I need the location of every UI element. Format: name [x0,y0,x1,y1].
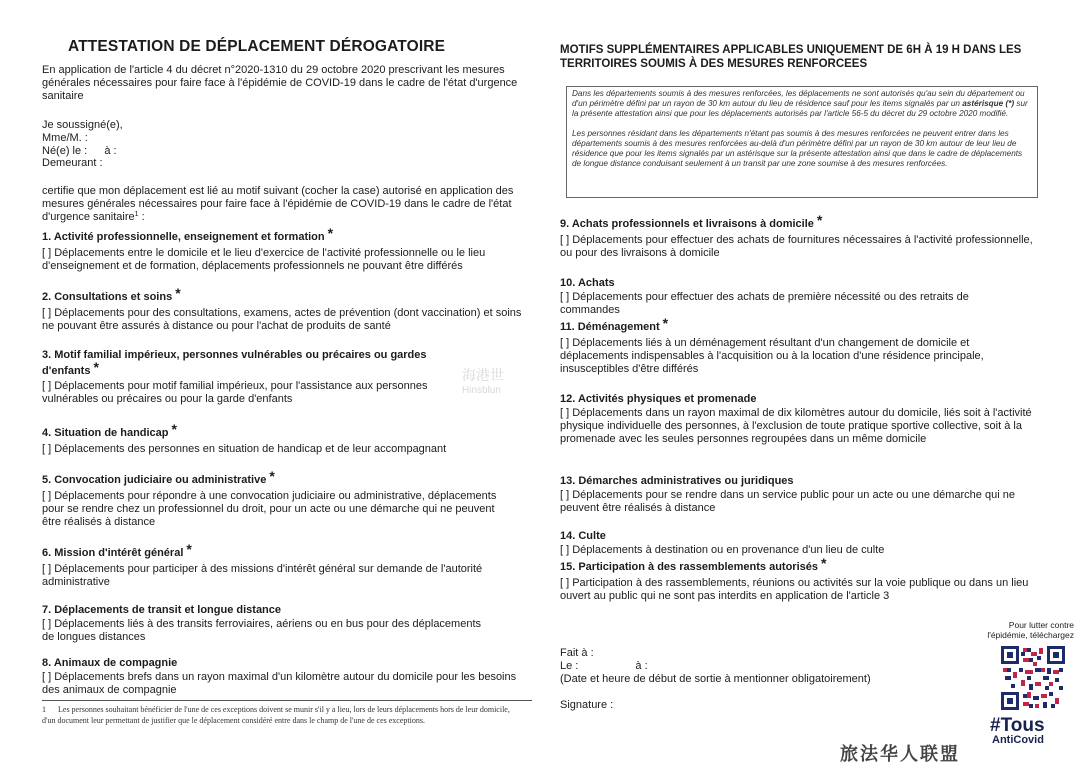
motif-10 [560,277,1020,317]
motif-8 [42,657,532,697]
asterisk-mark: * [327,225,334,241]
watermark [462,368,504,398]
motif-3 [42,347,472,406]
motif-checkbox-option[interactable]: [ ] Déplacements pour des consultations, examens, actes de prévention (dont vaccination) et soins ne pouvant être assurés à distance ou pour l'achat de produits de santé [42,307,522,332]
motif-12 [560,393,1046,445]
asterisk-mark: * [175,285,181,301]
motif-checkbox-option[interactable]: [ ] Participation à des rassemblements, réunions ou activités sur la voie publique ou dans un lieu ouvert au public qui ne sont pas interdits en application de l'article 3 [560,577,1029,602]
motif-15 [560,555,1046,603]
identity-birth-row [42,145,342,158]
watermark-line1: 海港世 [462,367,504,383]
footnote-ref: 1 [134,210,139,218]
motif-title: 8. Animaux de compagnie [42,657,178,669]
motif-title: 3. Motif familial impérieux, personnes vulnérables ou précaires ou gardes d'enfants [42,349,427,377]
motif-checkbox-option[interactable]: [ ] Déplacements dans un rayon maximal de dix kilomètres autour du domicile, liés soit à l'activité physique individuelle des personnes, à l'exclusion de toute pratique sportive collective, soit à la promenade avec les seules personnes regroupées dans un même domicile [560,407,1032,445]
motif-title: 14. Culte [560,530,606,542]
qr-caption: Pour lutter contre l'épidémie, téléchargez [987,620,1074,640]
asterisk-mark: * [662,315,669,331]
motif-1 [42,225,532,273]
date-time-row [560,660,960,673]
motif-14 [560,530,1046,557]
qr-code-icon[interactable] [1001,646,1065,710]
asterisk-mark: * [171,421,177,437]
motif-checkbox-option[interactable]: [ ] Déplacements à destination ou en provenance d'un lieu de culte [560,544,885,556]
fait-a-field[interactable]: Fait à : [560,647,594,659]
footnote-text: Les personnes souhaitant bénéficier de l'une de ces exceptions doivent se munir s'il y a lieu, lors de leurs déplacements hors de leur domicile, d'un document leur permettant de justifier que le déplacement considéré entre dans le champ de l'une de ces exceptions. [42,705,510,725]
identity-soussigne: Je soussigné(e), [42,119,123,131]
motif-title: 6. Mission d'intérêt général [42,547,184,559]
motif-title: 13. Démarches administratives ou juridiques [560,475,794,487]
info-box [566,86,1038,198]
motif-checkbox-option[interactable]: [ ] Déplacements pour se rendre dans un service public pour un acte ou une démarche qui ne peuvent être réalisés à distance [560,489,1015,514]
identity-address-field[interactable]: Demeurant : [42,157,103,170]
info-p1-start: Dans les départements soumis à des mesures renforcées, les déplacements ne sont autorisés qu'au sein du département ou d'un périmètre défini par un rayon de 30 km autour du lieu de résidence sauf pour les items signalés par un [572,89,1025,108]
asterisk-mark: * [186,541,192,557]
motif-title: 12. Activités physiques et promenade [560,393,757,405]
footnote-divider [42,700,532,701]
footnote [42,705,512,726]
motif-checkbox-option[interactable]: [ ] Déplacements brefs dans un rayon maximal d'un kilomètre autour du domicile pour les besoins des animaux de compagnie [42,671,517,696]
certify-text [42,185,532,225]
motif-title: 7. Déplacements de transit et longue distance [42,604,282,616]
motif-checkbox-option[interactable]: [ ] Déplacements pour participer à des missions d'intérêt général sur demande de l'autorité administrative [42,563,483,588]
identity-name-field[interactable]: Mme/M. : [42,131,88,144]
motif-13 [560,475,1046,515]
motif-6 [42,541,502,589]
motif-title: 5. Convocation judiciaire ou administrative [42,474,267,486]
motif-checkbox-option[interactable]: [ ] Déplacements pour effectuer des achats de première nécessité ou des retraits de commandes [560,291,969,316]
info-p1-bold: astérisque (*) [962,99,1015,108]
info-paragraph-2: Les personnes résidant dans les départements n'étant pas soumis à des mesures renforcées ne peuvent entrer dans les départements soumis à des mesures renforcées au-delà d'un périmètre défini par un rayon de 30 km autour de leur lieu de résidence que pour les items signalés par un astérisque sur la présente attestation ainsi que dans le cadre de déplacements de longue distance conduisant seulement à un transit par une zone soumise à des mesures renforcées. [572,129,1023,168]
identity-birth-date-field[interactable]: Né(e) le : [42,144,88,157]
motif-checkbox-option[interactable]: [ ] Déplacements entre le domicile et le lieu d'exercice de l'activité professionnelle ou le lieu d'enseignement et de formation, déplacements professionnels ne pouvant être différés [42,247,486,272]
motif-checkbox-option[interactable]: [ ] Déplacements liés à un déménagement résultant d'un changement de domicile et déplacements indispensables à l'acquisition ou à la location d'une résidence principale, insusceptibles d'être différés [560,337,984,375]
identity-block [42,119,342,170]
tousanticovid-sub: AntiCovid [992,734,1044,746]
certify-body: certifie que mon déplacement est lié au motif suivant (cocher la case) autorisé en application des mesures générales nécessaires pour faire face à l'épidémie de COVID-19 dans le cadre de l'état d'urgence sanitaire [42,185,514,223]
tousanticovid-logo: #Tous [990,715,1045,736]
motif-title: 4. Situation de handicap [42,427,169,439]
info-paragraph-1 [572,89,1032,119]
motif-11 [560,315,1040,375]
motif-title: 15. Participation à des rassemblements autorisés [560,561,819,573]
info-p1-end: sur la présente attestation ainsi que pour les déplacements autorisés par l'article 56-5 du décret du 29 octobre 2020 modifié. [572,99,1028,118]
motif-checkbox-option[interactable]: [ ] Déplacements pour motif familial impérieux, pour l'assistance aux personnes vulnérables ou précaires ou pour la garde d'enfants [42,380,428,405]
supplementary-heading: MOTIFS SUPPLÉMENTAIRES APPLICABLES UNIQUEMENT DE 6H À 19 H DANS LES TERRITOIRES SOUMIS À DES MESURES RENFORCEES [560,44,1022,70]
date-field[interactable]: Le : [560,659,579,672]
motif-7 [42,604,482,644]
time-field[interactable]: à : [635,659,648,672]
motif-9 [560,212,1046,260]
motif-title: 10. Achats [560,277,615,289]
motif-checkbox-option[interactable]: [ ] Déplacements pour répondre à une convocation judiciaire ou administrative, déplacements pour se rendre chez un professionnel du droit, pour un acte ou une démarche qui ne peuvent être réalisés à distance [42,490,497,528]
footnote-number: 1 [42,705,46,714]
publisher-watermark: 旅法华人联盟 [840,744,960,764]
signature-field[interactable]: Signature : [560,699,614,712]
certify-end: : [138,210,145,223]
motif-checkbox-option[interactable]: [ ] Déplacements des personnes en situation de handicap et de leur accompagnant [42,443,447,455]
date-note: (Date et heure de début de sortie à mentionner obligatoirement) [560,672,871,685]
motif-title: 1. Activité professionnelle, enseignement et formation [42,231,325,243]
motif-title: 11. Déménagement [560,321,660,333]
motif-title: 2. Consultations et soins [42,291,173,303]
watermark-line2: Hinsblun [462,385,501,396]
motif-checkbox-option[interactable]: [ ] Déplacements pour effectuer des achats de fournitures nécessaires à l'activité professionnelle, ou pour des livraisons à domicile [560,234,1033,259]
asterisk-mark: * [821,555,827,571]
identity-birth-place-field[interactable]: à : [104,144,117,157]
intro-text: En application de l'article 4 du décret n°2020-1310 du 29 octobre 2020 prescrivant les mesures générales nécessaires pour faire face à l'épidémie de COVID-19 dans le cadre de l'état d'urgence sanitaire [42,64,518,102]
motif-5 [42,468,502,528]
motif-4 [42,421,532,456]
anticovid-promo [980,620,1074,745]
motif-checkbox-option[interactable]: [ ] Déplacements liés à des transits ferroviaires, aériens ou en bus pour des déplacements de longues distances [42,618,482,643]
page-title: ATTESTATION DE DÉPLACEMENT DÉROGATOIRE [68,38,446,55]
signature-block [560,647,960,712]
motif-title: 9. Achats professionnels et livraisons à domicile [560,218,814,230]
asterisk-mark: * [93,359,99,375]
asterisk-mark: * [269,468,275,484]
motif-2 [42,285,532,333]
right-title [560,44,1050,71]
asterisk-mark: * [816,212,823,228]
